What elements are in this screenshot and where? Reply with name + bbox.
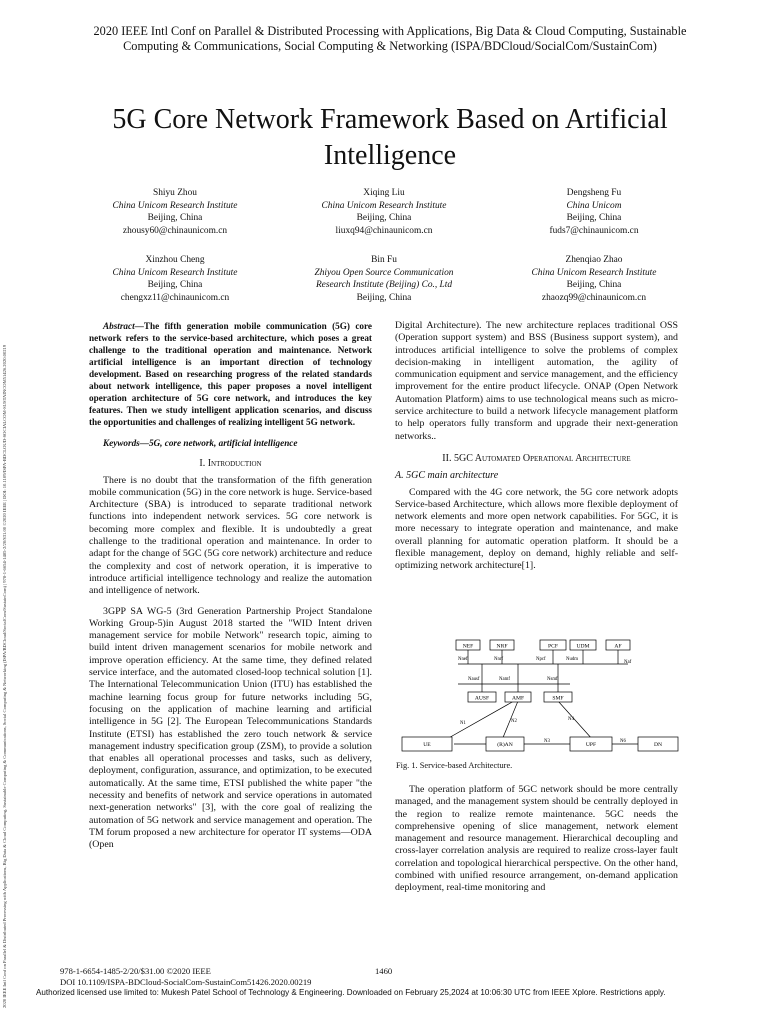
interface-label: Npcf: [536, 657, 546, 662]
author-affiliation: China Unicom Research Institute: [112, 200, 238, 211]
title-line-2: Intelligence: [323, 140, 457, 171]
author-block: [509, 254, 679, 304]
interface-label: Nnef: [458, 657, 468, 662]
author-affiliation: China Unicom Research Institute: [321, 200, 447, 211]
author-block: [90, 187, 260, 237]
footer-doi: DOI 10.1109/ISPA-BDCloud-SocialCom-SustainCom51426.2020.00219: [60, 977, 312, 987]
service-based-architecture-diagram: [398, 636, 683, 756]
interface-label: N4: [568, 717, 574, 722]
section-title: 5GC Automated Operational Architecture: [453, 452, 631, 464]
author-name: Xiqing Liu: [363, 188, 405, 198]
section-heading: [395, 453, 678, 465]
figure-caption: Fig. 1. Service-based Architecture.: [396, 761, 513, 770]
side-metadata-text: 2020 IEEE Intl Conf on Parallel & Distributed Processing with Applications, Big Data & Cloud Computing, Sustainable Computing & Communications, Social Computing & Networking (ISPA/BDCloud/SocialCom/SustainCom) | 978-1-6654-1485-2/20/$31.00 ©2020 IEEE | DOI: 10.1109/ISPA-BDCLOUD-SOCIALCOM-SUSTAINCOM51426.2020.00219: [2, 344, 7, 1008]
author-block: [299, 254, 469, 304]
author-affiliation: China Unicom: [566, 200, 622, 211]
keywords: Keywords—5G, core network, artificial intelligence: [103, 438, 298, 448]
author-email: fuds7@chinaunicom.cn: [549, 225, 639, 236]
author-city: Beijing, China: [356, 213, 412, 224]
author-affiliation: China Unicom Research Institute: [531, 267, 657, 278]
author-city: Beijing, China: [566, 213, 622, 224]
author-name: Xinzhou Cheng: [145, 255, 205, 265]
paper-title: [60, 102, 720, 174]
box-label: (R)AN: [497, 742, 513, 748]
n4-link: [558, 701, 593, 740]
box-label: UE: [423, 742, 431, 748]
box-label: AMF: [511, 695, 525, 702]
author-affiliation-2: Research Institute (Beijing) Co., Ltd: [315, 280, 453, 291]
paragraph: 3GPP SA WG-5 (3rd Generation Partnership Project Standalone Working Group-5)in August 2018 started the "WID Intent driven management service for mobile Network" research topic, aiming to build intent driven management scenarios for mobile network and improve operation efficiency. At the same time, they defined related service interface, and the automated closed-loop technical solution [1]. The International Telecommunication Union (ITU) has established the machine learning focus group for future networks including 5G, focusing on the application of machine learning and artificial intelligence in 5G [2]. The European Telecommunications Standards Institute (ETSI) has established the zero touch network & service management industry specification group (ZSM), to provide a solution that enables all operational processes and tasks, such as delivery, deployment, configuration, assurance, and optimization, to be executed automatically. At the same time, ETSI published the white paper "the necessity and benefits of network and service operations in automated next-generation networks" [3], with the core goal of realizing the automation of 5G network and service management and operation. The TM forum proposed a new architecture for operator IT systems—ODA (Open: [89, 605, 372, 851]
author-city: Beijing, China: [147, 280, 203, 291]
author-name: Dengsheng Fu: [566, 188, 622, 198]
footer-isbn: 978-1-6654-1485-2/20/$31.00 ©2020 IEEE: [60, 966, 211, 976]
abstract: [89, 320, 372, 428]
interface-label: Nsmf: [547, 677, 558, 682]
right-column: [395, 320, 678, 573]
author-block: [509, 187, 679, 237]
section-title: Introduction: [207, 458, 262, 470]
abstract-text: —The fifth generation mobile communication (5G) core network refers to the service-based architecture, which poses a great challenge to the traditional operation and maintenance. Network artificial intelligence is an important direction of technology development. Based on researching progress of the related standards about network intelligence, this paper proposes a novel intelligent operation architecture of 5G core network, and introduces the key features. Then we study intelligent application scenarios, and discuss the opportunities and challenges of realizing intelligent 5G network.: [89, 321, 372, 427]
paragraph: The operation platform of 5GC network should be more centrally managed, and the management system should be centrally deployed in the region to realize remote maintenance. 5GC needs the comprehensive opening of slice management, network element management and resource management. Hierarchical decoupling and cross-layer correlation analysis are required to realize cross-layer fault correlation and topological hierarchical perspective. On the other hand, combined with unified resource arrangement, on-demand application deployment, real-time monitoring and: [395, 784, 678, 894]
box-label: PCF: [548, 643, 558, 650]
author-email: chengxz11@chinaunicom.cn: [120, 292, 230, 303]
interface-label: N3: [544, 739, 550, 744]
title-line-1: 5G Core Network Framework Based on Artificial: [112, 104, 668, 135]
author-email: liuxq94@chinaunicom.cn: [335, 225, 433, 236]
box-label: UDM: [576, 643, 590, 650]
author-email: zhousy60@chinaunicom.cn: [122, 225, 228, 236]
license-notice: Authorized licensed use limited to: Mukesh Patel School of Technology & Engineering. Downloaded on February 25,2024 at 10:06:30 UTC from IEEE Xplore. Restrictions apply.: [36, 988, 666, 997]
conference-line-2: Computing & Communications, Social Computing & Networking (ISPA/BDCloud/SocialCom/SustainCom): [123, 39, 657, 53]
subsection-heading: A. 5GC main architecture: [395, 470, 499, 482]
author-city: Beijing, China: [147, 213, 203, 224]
conference-line-1: 2020 IEEE Intl Conf on Parallel & Distributed Processing with Applications, Big Data & Cloud Computing, Sustainable: [93, 24, 687, 38]
abstract-label: Abstract: [103, 321, 135, 331]
section-heading: [89, 458, 372, 470]
box-label: NEF: [462, 643, 474, 650]
section-number: II.: [442, 452, 452, 464]
box-label: DN: [653, 742, 663, 748]
right-column-lower: [395, 784, 678, 895]
paragraph: There is no doubt that the transformation of the fifth generation mobile communication (5G) in the core network is huge. Service-based Architecture (SBA) is introduced to separate traditional network functions into independent network services. 5G core network is becoming more complex and flexible. It is undoubtedly a great challenge to the traditional operation and maintenance. In order to adapt for the change of 5GC (5G core network) architecture and reduce the complexity and cost of network operation, it is imperative to introduce artificial intelligence technology and realize the automation and intelligence of network.: [89, 474, 372, 597]
author-affiliation: Zhiyou Open Source Communication: [314, 267, 454, 278]
box-label: AUSF: [474, 695, 490, 702]
left-column: [89, 320, 372, 852]
author-name: Shiyu Zhou: [152, 188, 197, 198]
author-block: [90, 254, 260, 304]
box-label: NRF: [496, 643, 508, 650]
author-affiliation: China Unicom Research Institute: [112, 267, 238, 278]
author-name: Zhenqiao Zhao: [565, 255, 623, 265]
box-label: AF: [614, 643, 622, 650]
author-email: zhaozq99@chinaunicom.cn: [541, 292, 647, 303]
interface-label: Nudm: [566, 657, 578, 662]
interface-label: Nausf: [468, 677, 480, 682]
interface-label: Namf: [499, 677, 510, 682]
author-city: Beijing, China: [356, 292, 412, 303]
side-metadata-strip: [2, 8, 16, 1008]
author-city: Beijing, China: [566, 280, 622, 291]
conference-header: [60, 24, 720, 54]
author-name: Bin Fu: [371, 255, 397, 265]
paragraph: Digital Architecture). The new architecture replaces traditional OSS (Operation support system) and BSS (Business support system), and introduces artificial intelligence to solve the problems of complex decision-making in intelligent automation, the agility of communication equipment and service management, and the efficiency improvement for the entire product lifecycle. ONAP (Open Network Automation Platform) aims to use technological means such as micro-service architecture to build a network lifecycle management platform to help operators fully transform and upgrade their next-generation networks..: [395, 320, 678, 442]
box-label: SMF: [552, 695, 564, 702]
interface-label: Naf: [624, 660, 632, 665]
interface-label: N6: [620, 739, 626, 744]
paragraph: Compared with the 4G core network, the 5G core network adopts Service-based Architecture, which allows more flexible deployment of network elements and more open network capabilities. For 5GC, it is more necessary to integrate operation and maintenance, and make overall planning for automatic operation platform. It should be a flexible management, deploy on demand, highly reliable and self-optimizing network architecture[1].: [395, 486, 678, 572]
author-block: [299, 187, 469, 237]
page-number: 1460: [375, 966, 393, 976]
interface-label: N2: [511, 719, 517, 724]
box-label: UPF: [585, 742, 597, 748]
interface-label: Nnrf: [494, 657, 504, 662]
section-number: I.: [199, 458, 206, 470]
interface-label: N1: [460, 721, 466, 726]
